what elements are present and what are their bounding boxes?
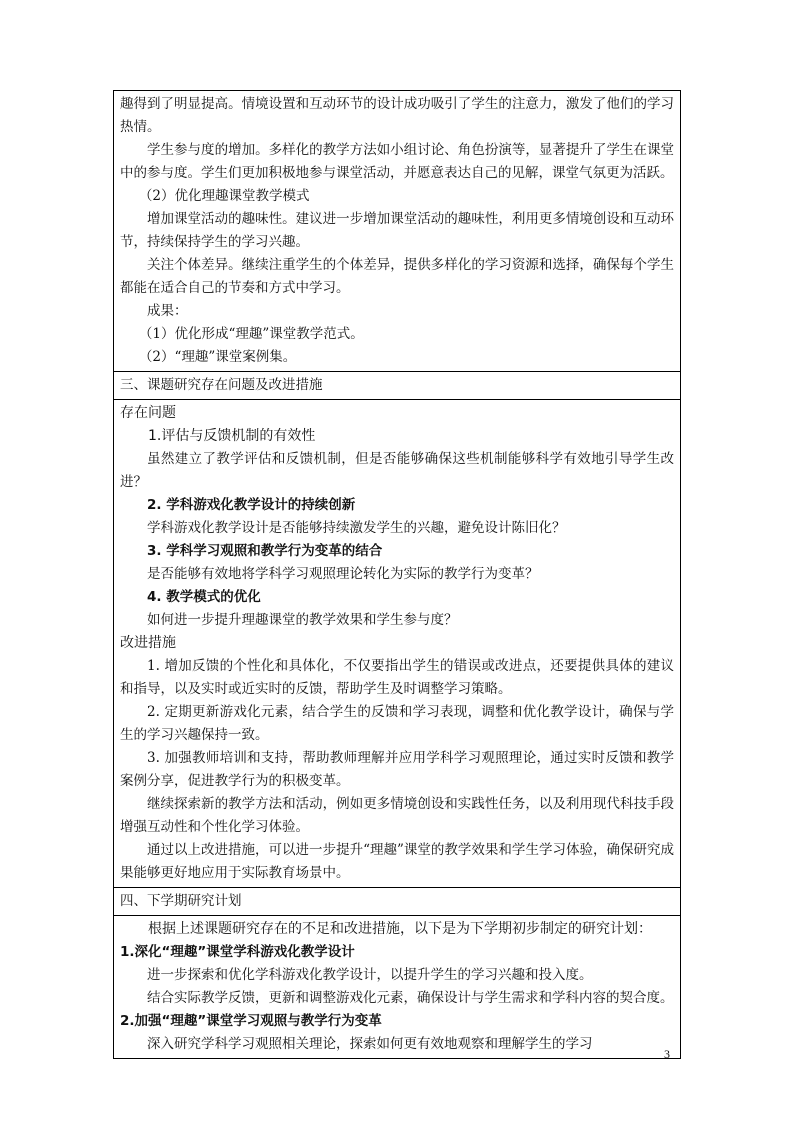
section2-paragraph: 关注个体差异。继续注重学生的个体差异，提供多样化的学习资源和选择，确保每个学生都能在适合自己的节奏和方式中学习。 (120, 257, 674, 296)
section2-paragraph: 学生参与度的增加。多样化的教学方法如小组讨论、角色扮演等，显著提升了学生在课堂中的参与度。学生们更加积极地参与课堂活动，并愿意表达自己的见解，课堂气氛更为活跃。 (120, 142, 674, 181)
measure-item: 继续探索新的教学方法和活动，例如更多情境创设和实践性任务，以及利用现代科技手段增强互动性和个性化学习体验。 (120, 796, 674, 835)
section3-cell (114, 400, 681, 888)
problem-text: 虽然建立了教学评估和反馈机制，但是否能够确保这些机制能够科学有效地引导学生改进？ (120, 451, 674, 490)
problem-text: 学科游戏化教学设计是否能够持续激发学生的兴趣，避免设计陈旧化？ (147, 520, 566, 536)
plan-intro: 根据上述课题研究存在的不足和改进措施，以下是为下学期初步制定的研究计划： (148, 921, 652, 937)
section3-heading: 三、课题研究存在问题及改进措施 (114, 372, 681, 400)
problem-text: 是否能够有效地将学科学习观照理论转化为实际的教学行为变革？ (147, 566, 539, 582)
result-item: （2）“理趣”课堂案例集。 (138, 349, 297, 365)
problem-title: 4. 教学模式的优化 (147, 589, 261, 605)
section3-heading-row (114, 372, 681, 400)
problem-text: 如何进一步提升理趣课堂的教学效果和学生参与度？ (147, 612, 458, 628)
problem-title: 1.评估与反馈机制的有效性 (148, 428, 316, 444)
page-number: 3 (664, 1047, 670, 1061)
measure-item: 3. 加强教师培训和支持，帮助教师理解并应用学科学习观照理论，通过实时反馈和教学案例分享，促进教学行为的积极变革。 (120, 750, 674, 789)
plan-item-text: 进一步探索和优化学科游戏化教学设计，以提升学生的学习兴趣和投入度。 (147, 967, 593, 983)
measure-item: 1. 增加反馈的个性化和具体化，不仅要指出学生的错误或改进点，还要提供具体的建议和指导，以及实时或近实时的反馈，帮助学生及时调整学习策略。 (120, 658, 674, 697)
section2-cell (114, 91, 681, 372)
problems-title: 存在问题 (120, 405, 176, 421)
plan-item-text: 结合实际教学反馈，更新和调整游戏化元素，确保设计与学生需求和学科内容的契合度。 (147, 990, 674, 1006)
section2-paragraph: 趣得到了明显提高。情境设置和互动环节的设计成功吸引了学生的注意力，激发了他们的学习热情。 (120, 96, 674, 135)
section2-subheading: （2）优化理趣课堂教学模式 (138, 188, 310, 204)
section2-paragraph: 增加课堂活动的趣味性。建议进一步增加课堂活动的趣味性，利用更多情境创设和互动环节，持续保持学生的学习兴趣。 (120, 211, 674, 250)
measures-title: 改进措施 (120, 635, 176, 651)
report-table (113, 90, 681, 1059)
results-label: 成果： (147, 303, 188, 319)
measure-item: 通过以上改进措施，可以进一步提升“理趣”课堂的教学效果和学生学习体验，确保研究成果能够更好地应用于实际教育场景中。 (120, 842, 674, 881)
problem-title: 2. 学科游戏化教学设计的持续创新 (147, 497, 356, 513)
section4-heading-row (114, 888, 681, 916)
plan-item-title: 1.深化“理趣”课堂学科游戏化教学设计 (120, 944, 355, 960)
result-item: （1）优化形成“理趣”课堂教学范式。 (138, 326, 364, 342)
problem-title: 3. 学科学习观照和教学行为变革的结合 (147, 543, 383, 559)
section4-body-row (114, 916, 681, 1059)
measure-item: 2. 定期更新游戏化元素，结合学生的反馈和学习表现，调整和优化教学设计，确保与学生的学习兴趣保持一致。 (120, 704, 674, 743)
section4-heading: 四、下学期研究计划 (114, 888, 681, 916)
section3-body-row (114, 400, 681, 888)
section2-row (114, 91, 681, 372)
section4-cell (114, 916, 681, 1059)
plan-item-text: 深入研究学科学习观照相关理论，探索如何更有效地观察和理解学生的学习 (147, 1036, 593, 1052)
plan-item-title: 2.加强“理趣”课堂学习观照与教学行为变革 (120, 1013, 382, 1029)
